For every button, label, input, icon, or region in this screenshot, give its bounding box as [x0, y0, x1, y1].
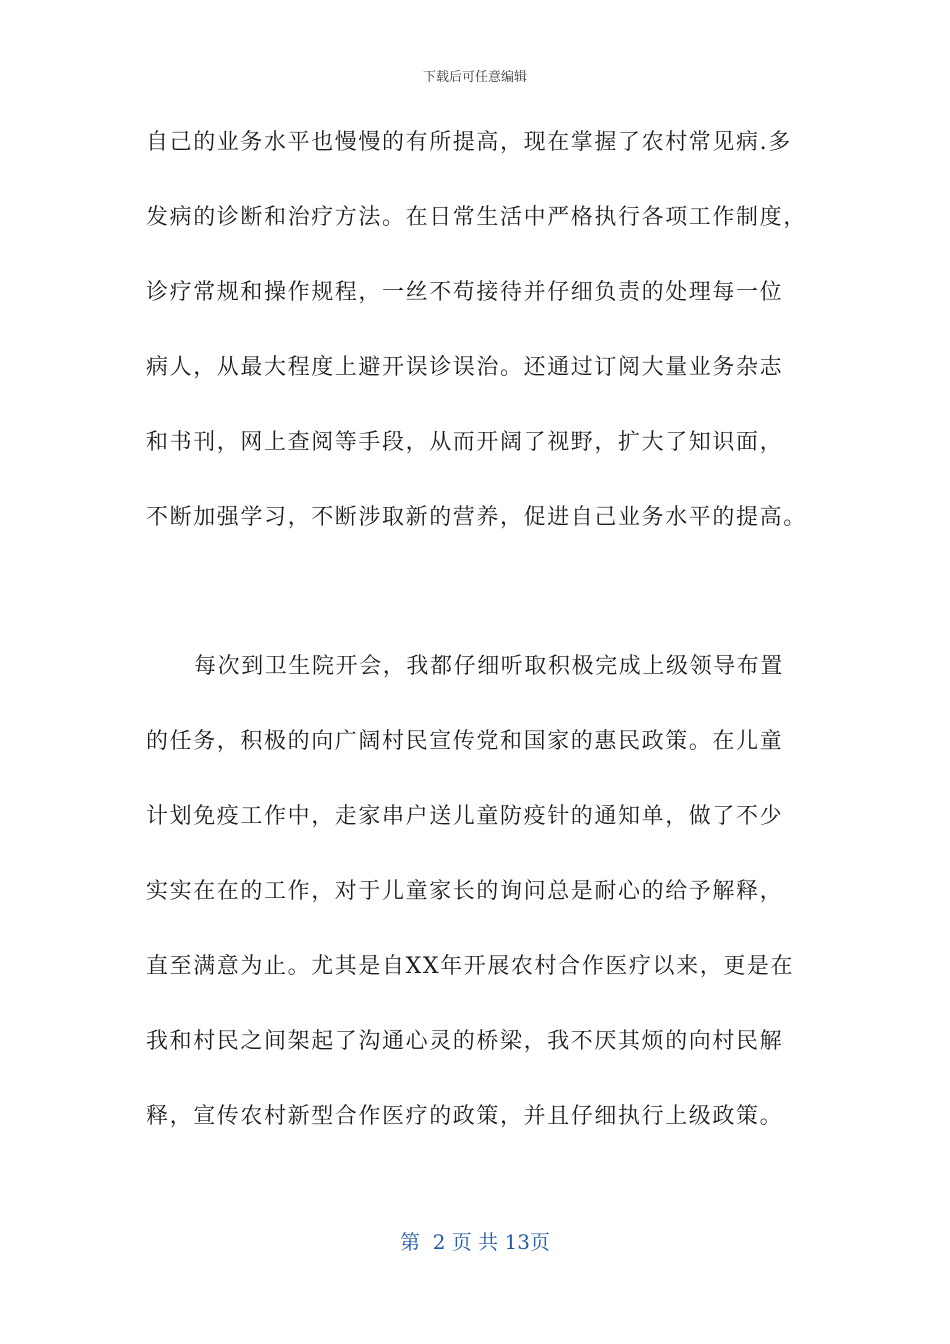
text-line: 和书刊，网上查阅等手段，从而开阔了视野，扩大了知识面， [146, 430, 784, 455]
page-number: 第 2 页 共 13页 [400, 1230, 550, 1254]
text-line: 自己的业务水平也慢慢的有所提高，现在掌握了农村常见病.多 [146, 130, 792, 155]
text-line: 计划免疫工作中，走家串户送儿童防疫针的通知单，做了不少 [146, 804, 784, 829]
page-header: 下载后可任意编辑 [422, 70, 527, 85]
text-line: 病人，从最大程度上避开误诊误治。还通过订阅大量业务杂志 [146, 355, 784, 380]
text-line: 实实在在的工作，对于儿童家长的询问总是耐心的给予解释， [146, 879, 784, 904]
text-line: 释，宣传农村新型合作医疗的政策，并且仔细执行上级政策。 [146, 1104, 784, 1129]
text-line: 诊疗常规和操作规程，一丝不苟接待并仔细负责的处理每一位 [146, 280, 784, 305]
text-line: 直至满意为止。尤其是自XX年开展农村合作医疗以来，更是在 [146, 954, 795, 979]
text-line: 的任务，积极的向广阔村民宣传党和国家的惠民政策。在儿童 [146, 729, 784, 754]
text-line: 我和村民之间架起了沟通心灵的桥梁，我不厌其烦的向村民解 [146, 1029, 784, 1054]
text-line: 不断加强学习，不断涉取新的营养，促进自己业务水平的提高。 [146, 505, 807, 530]
text-line: 发病的诊断和治疗方法。在日常生活中严格执行各项工作制度， [146, 205, 807, 230]
text-line: 每次到卫生院开会，我都仔细听取积极完成上级领导布置 [194, 654, 785, 679]
